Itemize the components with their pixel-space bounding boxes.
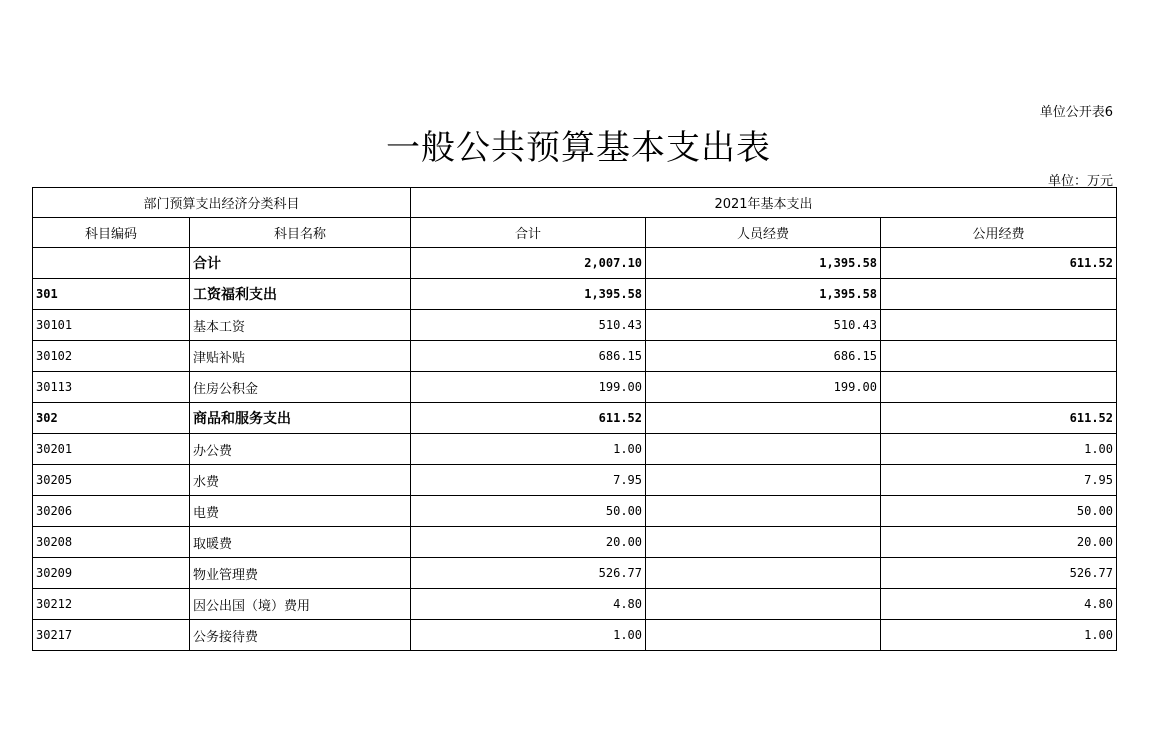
table-row: [33, 372, 1117, 403]
table-row: [33, 403, 1117, 434]
cell-public: 4.80: [881, 589, 1117, 620]
cell-personnel: 199.00: [646, 372, 881, 403]
table-row: [33, 248, 1117, 279]
cell-name: 电费: [190, 496, 411, 527]
cell-name: 津贴补贴: [190, 341, 411, 372]
header-code: 科目编码: [33, 218, 190, 248]
cell-name: 办公费: [190, 434, 411, 465]
cell-personnel: [646, 434, 881, 465]
cell-total: 50.00: [411, 496, 646, 527]
cell-total: 1.00: [411, 620, 646, 651]
cell-public: 611.52: [881, 248, 1117, 279]
cell-personnel: [646, 589, 881, 620]
cell-name: 基本工资: [190, 310, 411, 341]
cell-total: 7.95: [411, 465, 646, 496]
header-total: 合计: [411, 218, 646, 248]
cell-code: 301: [33, 279, 190, 310]
table-row: [33, 279, 1117, 310]
cell-code: 30209: [33, 558, 190, 589]
cell-code: 30113: [33, 372, 190, 403]
table-row: [33, 310, 1117, 341]
cell-public: 1.00: [881, 620, 1117, 651]
cell-name: 住房公积金: [190, 372, 411, 403]
cell-public: 1.00: [881, 434, 1117, 465]
cell-public: [881, 341, 1117, 372]
cell-name: 因公出国（境）费用: [190, 589, 411, 620]
cell-name: 合计: [190, 248, 411, 279]
header-name: 科目名称: [190, 218, 411, 248]
cell-public: 50.00: [881, 496, 1117, 527]
cell-total: 611.52: [411, 403, 646, 434]
budget-table-body: [33, 188, 1117, 651]
page-title: 一般公共预算基本支出表: [386, 128, 771, 168]
cell-total: 199.00: [411, 372, 646, 403]
cell-total: 510.43: [411, 310, 646, 341]
cell-code: 302: [33, 403, 190, 434]
cell-personnel: 510.43: [646, 310, 881, 341]
table-row: [33, 527, 1117, 558]
cell-code: 30206: [33, 496, 190, 527]
cell-public: 7.95: [881, 465, 1117, 496]
cell-code: 30217: [33, 620, 190, 651]
cell-personnel: [646, 620, 881, 651]
cell-public: [881, 372, 1117, 403]
cell-code: 30205: [33, 465, 190, 496]
unit-label: 单位：万元: [1047, 174, 1113, 189]
cell-name: 商品和服务支出: [190, 403, 411, 434]
cell-total: 686.15: [411, 341, 646, 372]
header-year-expenditure: 2021年基本支出: [411, 188, 1117, 218]
header-public: 公用经费: [881, 218, 1117, 248]
cell-total: 2,007.10: [411, 248, 646, 279]
form-number: 单位公开表6: [1039, 105, 1113, 120]
cell-name: 水费: [190, 465, 411, 496]
cell-public: [881, 279, 1117, 310]
cell-code: 30101: [33, 310, 190, 341]
cell-name: 公务接待费: [190, 620, 411, 651]
budget-table: [32, 187, 1117, 651]
table-row: [33, 620, 1117, 651]
cell-personnel: 686.15: [646, 341, 881, 372]
table-row: [33, 558, 1117, 589]
cell-total: 526.77: [411, 558, 646, 589]
cell-code: [33, 248, 190, 279]
cell-name: 物业管理费: [190, 558, 411, 589]
table-row: [33, 496, 1117, 527]
header-column-row: [33, 218, 1117, 248]
cell-code: 30102: [33, 341, 190, 372]
cell-public: [881, 310, 1117, 341]
cell-public: 20.00: [881, 527, 1117, 558]
cell-name: 取暖费: [190, 527, 411, 558]
cell-personnel: [646, 403, 881, 434]
cell-total: 1,395.58: [411, 279, 646, 310]
cell-name: 工资福利支出: [190, 279, 411, 310]
cell-total: 20.00: [411, 527, 646, 558]
cell-public: 611.52: [881, 403, 1117, 434]
table-row: [33, 465, 1117, 496]
header-classification: 部门预算支出经济分类科目: [33, 188, 411, 218]
cell-personnel: [646, 496, 881, 527]
table-row: [33, 434, 1117, 465]
cell-code: 30212: [33, 589, 190, 620]
cell-personnel: [646, 465, 881, 496]
table-row: [33, 341, 1117, 372]
cell-code: 30201: [33, 434, 190, 465]
cell-personnel: [646, 527, 881, 558]
cell-personnel: 1,395.58: [646, 248, 881, 279]
table-row: [33, 589, 1117, 620]
cell-personnel: [646, 558, 881, 589]
cell-total: 4.80: [411, 589, 646, 620]
cell-code: 30208: [33, 527, 190, 558]
cell-personnel: 1,395.58: [646, 279, 881, 310]
header-group-row: [33, 188, 1117, 218]
header-personnel: 人员经费: [646, 218, 881, 248]
cell-total: 1.00: [411, 434, 646, 465]
cell-public: 526.77: [881, 558, 1117, 589]
